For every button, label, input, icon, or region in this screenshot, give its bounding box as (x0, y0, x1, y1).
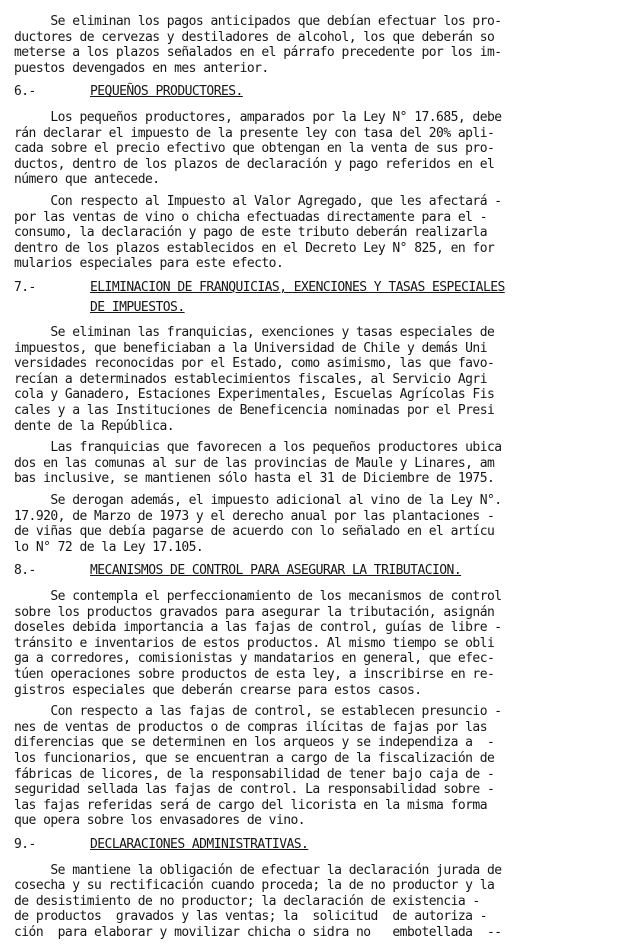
paragraph (14, 110, 618, 188)
paragraph-line: meterse a los plazos señalados en el párrafo precedente por los im- (14, 45, 502, 61)
paragraph-line: dente de la República. (14, 418, 175, 434)
paragraph-line: por las ventas de vino o chicha efectuadas directamente para el - (14, 209, 487, 225)
section-number: 6.- (14, 84, 36, 100)
paragraph-line: Las franquicias que favorecen a los pequeños productores ubica (14, 440, 502, 456)
paragraph (14, 194, 618, 272)
paragraph-line: recían a determinados establecimientos fiscales, al Servicio Agri (14, 371, 487, 387)
section-title (90, 84, 243, 104)
paragraph-line: gistros especiales que deberán crearse para estos casos. (14, 682, 422, 698)
paragraph-line: Se contempla el perfeccionamiento de los mecanismos de control (14, 589, 502, 604)
section-title-line: ELIMINACION DE FRANQUICIAS, EXENCIONES Y TASAS ESPECIALES (90, 279, 505, 295)
paragraph-line: de viñas que debía pagarse de acuerdo con lo señalado en el artícu (14, 524, 495, 540)
paragraph-line: nes de ventas de productos o de compras ilícitas de fajas por las (14, 719, 487, 735)
paragraph-line: lo N° 72 de la Ley 17.105. (14, 539, 204, 555)
paragraph-line: doseles debida importancia a las fajas de control, guías de libre - (14, 620, 502, 636)
paragraph-line: Se derogan además, el impuesto adicional al vino de la Ley N°. (14, 493, 502, 509)
section-number: 7.- (14, 279, 36, 295)
paragraph-line: bas inclusive, se mantienen sólo hasta el 31 de Diciembre de 1975. (14, 471, 495, 487)
paragraph-line: número que antecede. (14, 172, 160, 188)
paragraph-line: de productos gravados y las ventas; la solicitud de autoriza - (14, 909, 487, 925)
section-heading (14, 280, 618, 319)
paragraph-line: Se mantiene la obligación de efectuar la declaración jurada de (14, 862, 502, 878)
paragraph-line: cada sobre el precio efectivo que obtengan en la venta de sus pro- (14, 141, 495, 157)
paragraph-line: cosecha y su rectificación cuando proceda; la de no productor y la (14, 878, 495, 894)
paragraph-line: ción para elaborar y movilizar chicha o sidra no embotellada -- (14, 924, 502, 940)
paragraph-line: túen operaciones sobre productos de esta ley, a inscribirse en re- (14, 666, 495, 682)
section-title-line: DECLARACIONES ADMINISTRATIVAS. (90, 836, 309, 852)
paragraph-line: cola y Ganadero, Estaciones Experimentales, Escuelas Agrícolas Fis (14, 387, 495, 403)
paragraph (14, 589, 618, 698)
paragraph-line: ductores de cervezas y destiladores de alcohol, los que deberán so (14, 29, 495, 45)
paragraph-line: mularios especiales para este efecto. (14, 256, 284, 272)
paragraph (14, 863, 618, 941)
paragraph-line: las fajas referidas será de cargo del licorista en la misma forma (14, 797, 487, 813)
paragraph-line: 17.920, de Marzo de 1973 y el derecho anual por las plantaciones - (14, 508, 495, 524)
paragraph-line: diferencias que se determinen en los arqueos y se independiza a - (14, 735, 495, 751)
paragraph-line: de desistimiento de no productor; la declaración de existencia - (14, 893, 480, 909)
paragraph-line: Se eliminan los pagos anticipados que debían efectuar los pro- (14, 14, 502, 29)
paragraph-line: rán declarar el impuesto de la presente ley con tasa del 20% apli- (14, 125, 495, 141)
paragraph-line: impuestos, que beneficiaban a la Universidad de Chile y demás Uni (14, 340, 487, 356)
paragraph-line: tránsito e inventarios de estos productos. Al mismo tiempo se obli (14, 635, 495, 651)
section-heading (14, 84, 618, 104)
paragraph-line: puestos devengados en mes anterior. (14, 60, 269, 76)
section-title-line: PEQUEÑOS PRODUCTORES. (90, 84, 243, 100)
section-title (90, 837, 308, 857)
paragraph-line: Con respecto a las fajas de control, se establecen presuncio - (14, 704, 502, 720)
paragraph (14, 704, 618, 829)
paragraph (14, 493, 618, 555)
paragraph-line: fábricas de licores, de la responsabilidad de tener bajo caja de - (14, 766, 495, 782)
paragraph-line: consumo, la declaración y pago de este tributo deberán realizarla (14, 225, 487, 241)
paragraph-line: dentro de los plazos establecidos en el Decreto Ley N° 825, en for (14, 240, 495, 256)
paragraph-line: versidades reconocidas por el Estado, como asimismo, las que favo- (14, 356, 495, 372)
section-heading (14, 837, 618, 857)
paragraph-line: los funcionarios, que se encuentran a cargo de la fiscalización de (14, 750, 495, 766)
paragraph-line: ga a corredores, comisionistas y mandatarios en general, que efec- (14, 651, 495, 667)
paragraph (14, 440, 618, 487)
section-7 (14, 280, 618, 556)
paragraph-line: dos en las comunas al sur de las provincias de Maule y Linares, am (14, 455, 495, 471)
paragraph-line: seguridad sellada las fajas de control. La responsabilidad sobre - (14, 782, 495, 798)
paragraph-line: Los pequeños productores, amparados por la Ley N° 17.685, debe (14, 109, 502, 125)
section-6 (14, 84, 618, 272)
paragraph-line: cales y a las Instituciones de Beneficencia nominadas por el Presi (14, 403, 495, 419)
paragraph-line: ductos, dentro de los plazos de declaración y pago referidos en el (14, 156, 495, 172)
section-title-line: DE IMPUESTOS. (90, 299, 185, 315)
section-9 (14, 837, 618, 941)
section-title (90, 280, 505, 319)
section-title-line: MECANISMOS DE CONTROL PARA ASEGURAR LA TRIBUTACION. (90, 563, 462, 579)
paragraph-line: que opera sobre los envasadores de vino. (14, 813, 306, 829)
sections-container (14, 84, 618, 940)
section-8 (14, 563, 618, 829)
section-number: 8.- (14, 563, 36, 579)
section-heading (14, 563, 618, 583)
section-title (90, 563, 461, 583)
section-number: 9.- (14, 836, 36, 852)
intro-paragraph (14, 14, 618, 76)
paragraph-line: Con respecto al Impuesto al Valor Agregado, que les afectará - (14, 193, 502, 209)
paragraph-line: Se eliminan las franquicias, exenciones y tasas especiales de (14, 325, 495, 341)
paragraph (14, 325, 618, 434)
paragraph-line: sobre los productos gravados para asegurar la tributación, asignán (14, 604, 495, 620)
